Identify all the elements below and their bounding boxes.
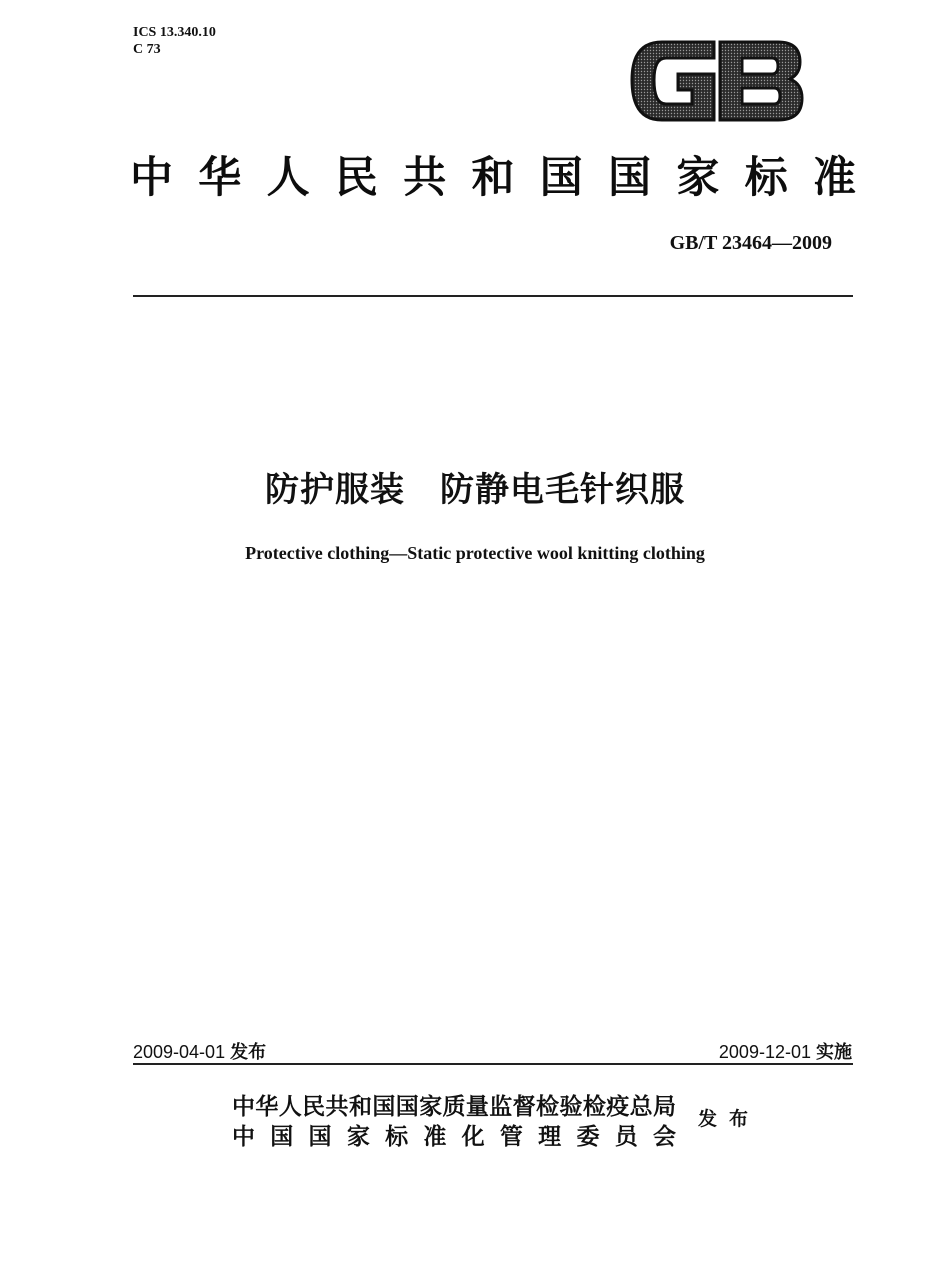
document-title-chinese: 防护服装 防静电毛针织服 — [265, 470, 685, 510]
standard-category-title: 中华人民共和国国家标准 — [130, 153, 860, 203]
document-title-english: Protective clothing—Static protective wool knitting clothing — [245, 543, 705, 563]
implementation-date-line — [719, 1038, 852, 1064]
publish-label: 发布 — [698, 1108, 761, 1130]
top-divider — [133, 295, 853, 297]
ccs-code: C 73 — [133, 42, 161, 57]
bottom-divider — [133, 1063, 853, 1065]
implementation-date: 2009-12-01 — [718, 1042, 811, 1062]
issuer-sac: 中国国家标准化管理委员会 — [232, 1123, 676, 1150]
issuing-authorities — [232, 1092, 676, 1152]
issue-label: 发布 — [230, 1042, 267, 1063]
implementation-label: 实施 — [816, 1042, 852, 1063]
gb-logo — [628, 34, 806, 126]
standard-number: GB/T 23464—2009 — [669, 232, 832, 254]
issue-date: 2009-04-01 — [133, 1042, 226, 1062]
classification-codes — [133, 24, 216, 58]
issuer-aqsiq: 中华人民共和国国家质量监督检验检疫总局 — [232, 1093, 676, 1120]
issue-date-line — [133, 1038, 266, 1064]
ics-code: ICS 13.340.10 — [133, 25, 216, 40]
